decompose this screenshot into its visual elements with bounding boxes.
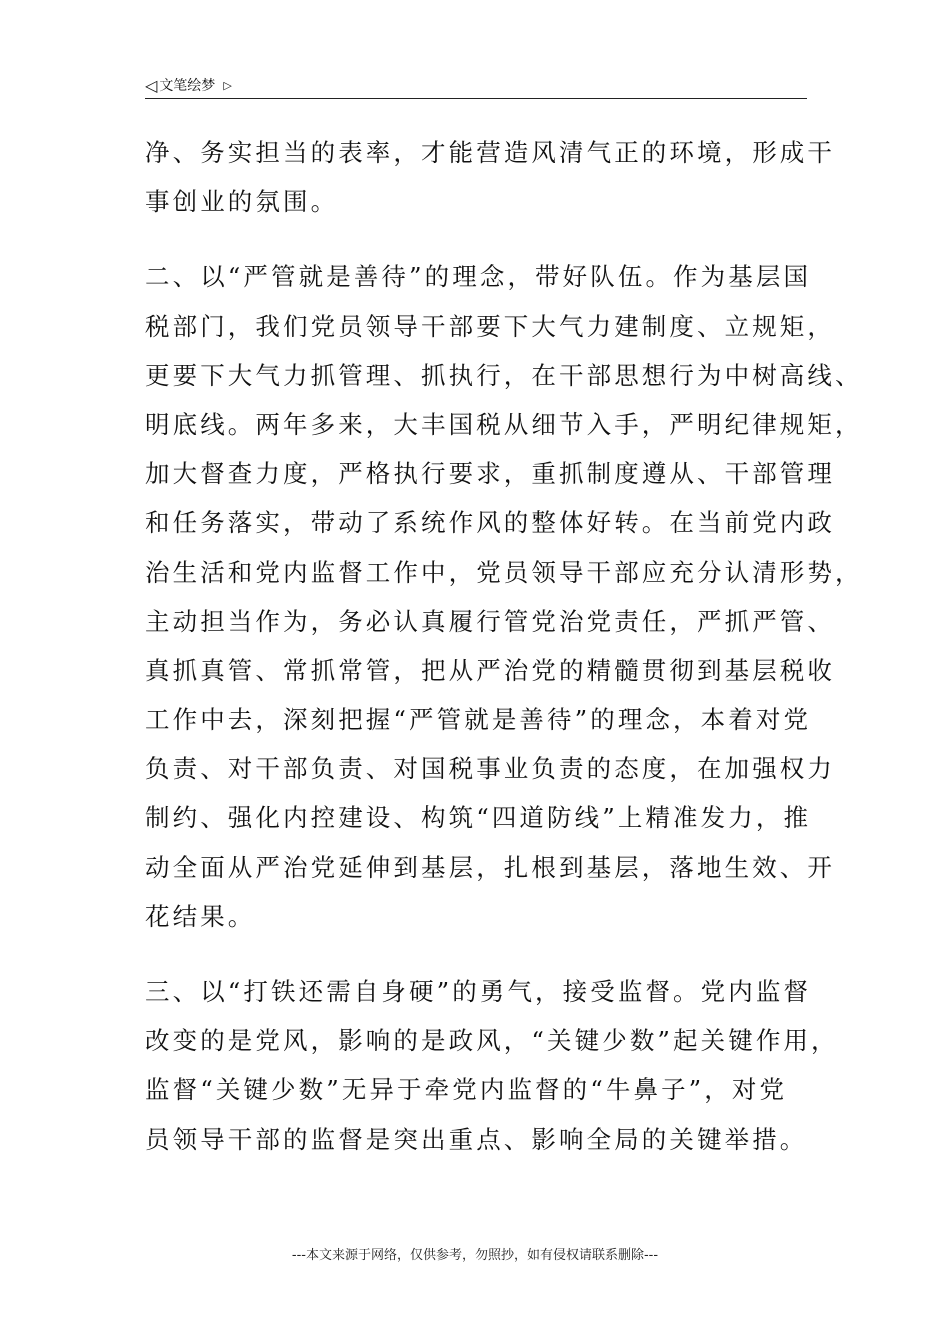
text-line: 主动担当作为，务必认真履行管党治党责任，严抓严管、 bbox=[145, 606, 835, 636]
text-line: 三、以“打铁还需自身硬”的勇气，接受监督。党内监督 bbox=[145, 977, 812, 1006]
text-line: 制约、强化内控建设、构筑“四道防线”上精准发力，推 bbox=[145, 803, 812, 833]
text-line: 明底线。两年多来，大丰国税从细节入手，严明纪律规矩， bbox=[145, 409, 863, 439]
text-line: 员领导干部的监督是突出重点、影响全局的关键举措。 bbox=[145, 1124, 808, 1154]
right-triangle-icon: ▷ bbox=[223, 79, 232, 92]
text-line: 监督“关键少数”无异于牵党内监督的“牛鼻子”，对党 bbox=[145, 1075, 788, 1105]
text-line: 真抓真管、常抓常管，把从严治党的精髓贯彻到基层税收 bbox=[145, 655, 835, 685]
text-line: 动全面从严治党延伸到基层，扎根到基层，落地生效、开 bbox=[145, 852, 835, 882]
text-line: 花结果。 bbox=[145, 901, 256, 931]
paragraph-3 bbox=[145, 967, 839, 1164]
text-line: 净、务实担当的表率，才能营造风清气正的环境，形成干 bbox=[145, 138, 835, 167]
page-header bbox=[145, 74, 807, 99]
text-line: 治生活和党内监督工作中，党员领导干部应充分认清形势， bbox=[145, 557, 863, 587]
header-title: 文笔绘梦 bbox=[159, 78, 216, 94]
text-line: 税部门，我们党员领导干部要下大气力建制度、立规矩， bbox=[145, 311, 835, 341]
document-body bbox=[145, 128, 863, 1164]
text-line: 和任务落实，带动了系统作风的整体好转。在当前党内政 bbox=[145, 508, 835, 538]
text-line: 改变的是党风，影响的是政风，“关键少数”起关键作用， bbox=[145, 1026, 839, 1056]
text-line: 二、以“严管就是善待”的理念，带好队伍。作为基层国 bbox=[145, 262, 812, 292]
text-line: 工作中去，深刻把握“严管就是善待”的理念，本着对党 bbox=[145, 705, 812, 735]
paragraph-1 bbox=[145, 128, 835, 226]
text-line: 事创业的氛围。 bbox=[145, 187, 339, 217]
paragraph-2 bbox=[145, 252, 863, 941]
left-triangle-icon: ◁ bbox=[145, 76, 158, 95]
text-line: 加大督查力度，严格执行要求，重抓制度遵从、干部管理 bbox=[145, 459, 835, 489]
footer-disclaimer: ---本文来源于网络，仅供参考，勿照抄，如有侵权请联系删除--- bbox=[291, 1248, 659, 1263]
text-line: 负责、对干部负责、对国税事业负责的态度，在加强权力 bbox=[145, 754, 835, 784]
text-line: 更要下大气力抓管理、抓执行，在干部思想行为中树高线、 bbox=[145, 360, 863, 390]
